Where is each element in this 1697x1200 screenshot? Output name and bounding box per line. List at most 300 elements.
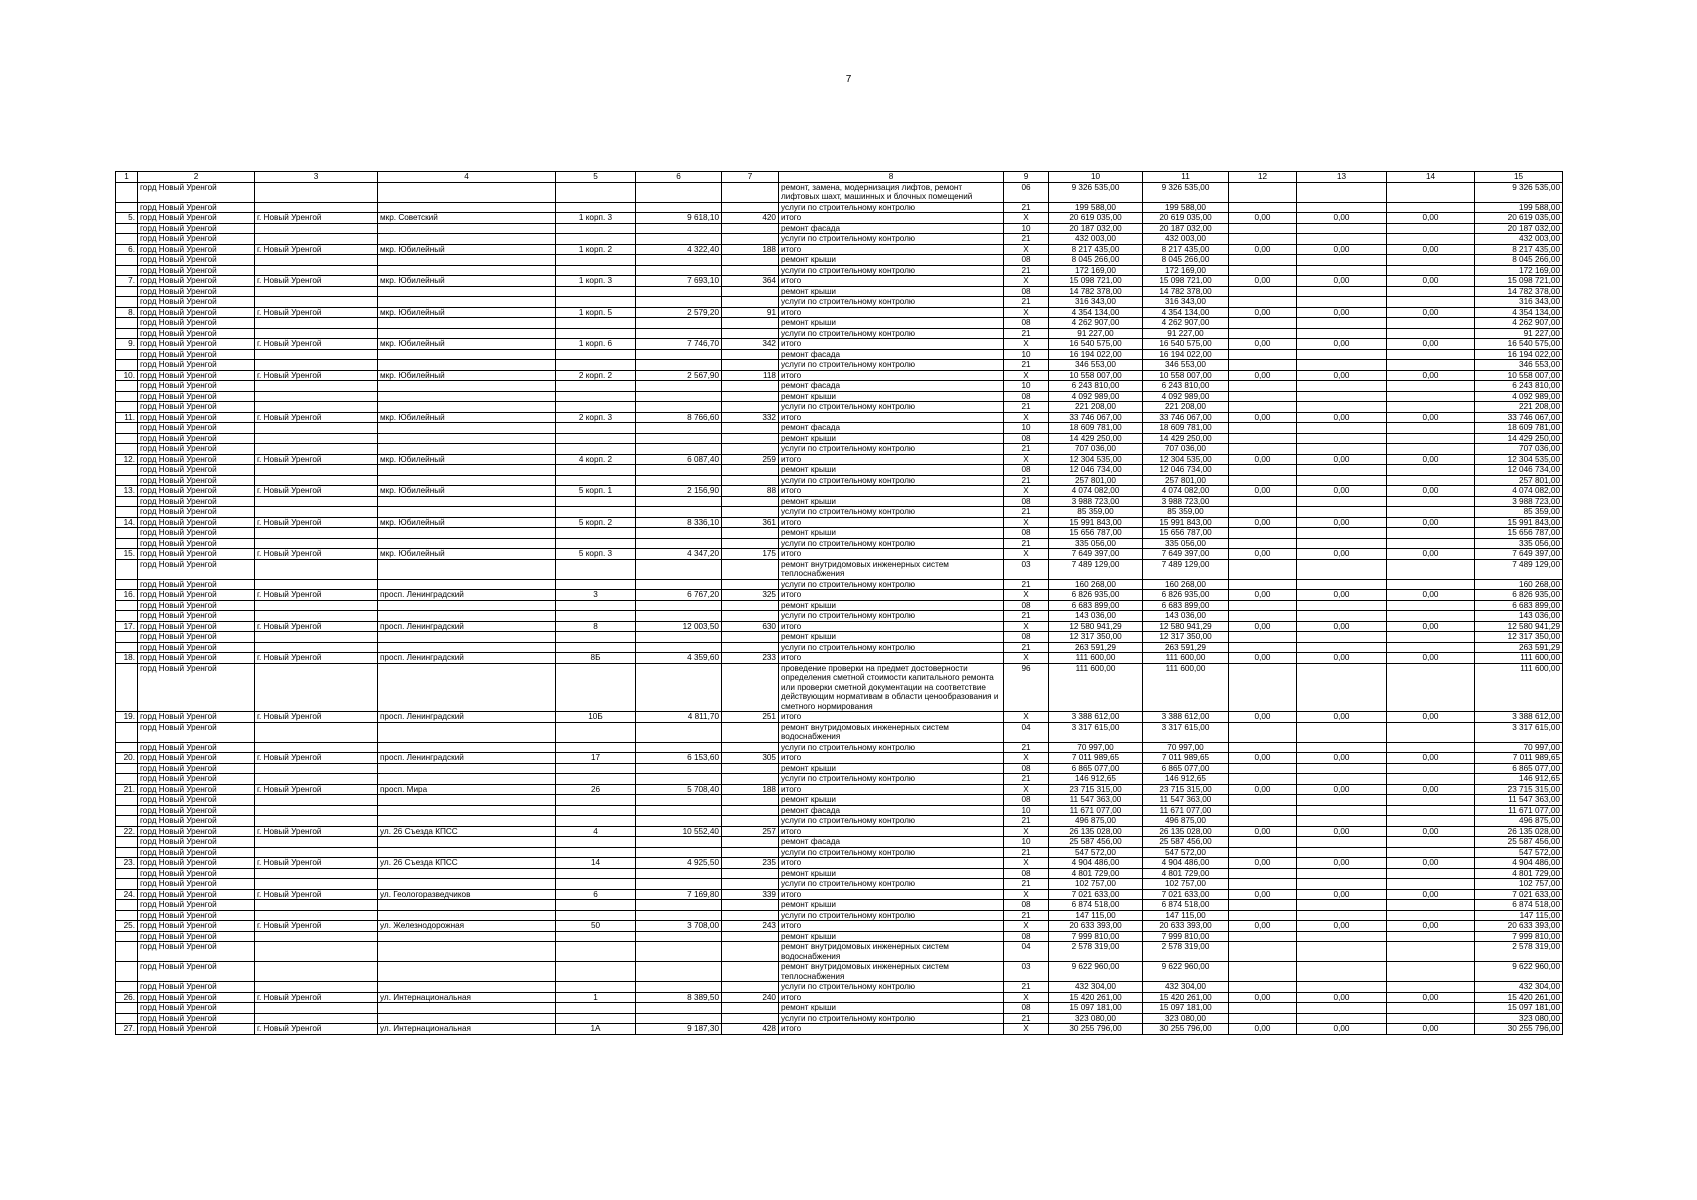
fund-cost-cell: 335 056,00 [1143, 538, 1229, 549]
municipality-cell: горд Новый Уренгой [138, 202, 255, 213]
budget-mo-cell [1297, 931, 1387, 942]
work-type-cell: итого [779, 921, 1004, 932]
settlement-cell: г. Новый Уренгой [255, 1024, 378, 1035]
municipality-cell: горд Новый Уренгой [138, 433, 255, 444]
work-type-cell: услуги по строительному контролю [779, 265, 1004, 276]
work-code-cell: 21 [1004, 265, 1049, 276]
budget-ao-cell [1229, 318, 1297, 329]
table-row [116, 742, 1563, 753]
budget-mo-cell [1297, 465, 1387, 476]
total-cost-cell: 18 609 781,00 [1049, 423, 1143, 434]
municipality-cell: горд Новый Уренгой [138, 444, 255, 455]
budget-mo-cell: 0,00 [1297, 858, 1387, 869]
residents-cell: 428 [722, 1024, 779, 1035]
work-code-cell: 21 [1004, 742, 1049, 753]
total-cost-cell: 14 429 250,00 [1049, 433, 1143, 444]
house-number-cell: 2 корп. 3 [556, 412, 636, 423]
owners-funds-cell [1387, 942, 1475, 962]
street-cell [378, 234, 556, 245]
municipality-cell: горд Новый Уренгой [138, 286, 255, 297]
fund-cost-cell: 15 097 181,00 [1143, 1003, 1229, 1014]
settlement-cell: г. Новый Уренгой [255, 244, 378, 255]
sum-cell: 199 588,00 [1475, 202, 1563, 213]
table-row [116, 722, 1563, 742]
work-type-cell: услуги по строительному контролю [779, 328, 1004, 339]
budget-mo-cell: 0,00 [1297, 712, 1387, 723]
municipality-cell: горд Новый Уренгой [138, 962, 255, 982]
work-type-cell: услуги по строительному контролю [779, 402, 1004, 413]
work-type-cell: услуги по строительному контролю [779, 847, 1004, 858]
municipality-cell: горд Новый Уренгой [138, 307, 255, 318]
owners-funds-cell [1387, 722, 1475, 742]
budget-ao-cell [1229, 868, 1297, 879]
work-type-cell: итого [779, 339, 1004, 350]
municipality-cell: горд Новый Уренгой [138, 318, 255, 329]
total-cost-cell: 6 865 077,00 [1049, 763, 1143, 774]
owners-funds-cell: 0,00 [1387, 213, 1475, 224]
budget-ao-cell [1229, 1003, 1297, 1014]
settlement-cell [255, 722, 378, 742]
owners-funds-cell [1387, 402, 1475, 413]
settlement-cell [255, 559, 378, 579]
row-number-cell: 20. [116, 753, 138, 764]
work-type-cell: ремонт фасада [779, 223, 1004, 234]
work-code-cell: 10 [1004, 349, 1049, 360]
fund-cost-cell: 20 619 035,00 [1143, 213, 1229, 224]
budget-ao-cell: 0,00 [1229, 213, 1297, 224]
house-number-cell: 5 корп. 3 [556, 549, 636, 560]
budget-mo-cell [1297, 349, 1387, 360]
budget-mo-cell: 0,00 [1297, 921, 1387, 932]
total-cost-cell: 6 874 518,00 [1049, 900, 1143, 911]
street-cell [378, 805, 556, 816]
fund-cost-cell: 25 587 456,00 [1143, 837, 1229, 848]
fund-cost-cell: 6 683 899,00 [1143, 600, 1229, 611]
house-number-cell [556, 632, 636, 643]
municipality-cell: горд Новый Уренгой [138, 454, 255, 465]
municipality-cell: горд Новый Уренгой [138, 465, 255, 476]
street-cell [378, 391, 556, 402]
area-cell [636, 816, 722, 827]
budget-mo-cell [1297, 663, 1387, 712]
work-type-cell: ремонт крыши [779, 632, 1004, 643]
street-cell [378, 632, 556, 643]
total-cost-cell: 10 558 007,00 [1049, 370, 1143, 381]
municipality-cell: горд Новый Уренгой [138, 402, 255, 413]
budget-ao-cell: 0,00 [1229, 486, 1297, 497]
house-number-cell [556, 868, 636, 879]
municipality-cell: горд Новый Уренгой [138, 722, 255, 742]
budget-mo-cell: 0,00 [1297, 370, 1387, 381]
row-number-cell [116, 763, 138, 774]
residents-cell: 325 [722, 590, 779, 601]
budget-ao-cell: 0,00 [1229, 784, 1297, 795]
area-cell [636, 942, 722, 962]
fund-cost-cell: 547 572,00 [1143, 847, 1229, 858]
total-cost-cell: 316 343,00 [1049, 297, 1143, 308]
work-code-cell: 10 [1004, 423, 1049, 434]
street-cell: ул. Железнодорожная [378, 921, 556, 932]
house-number-cell: 1 корп. 3 [556, 213, 636, 224]
budget-mo-cell [1297, 632, 1387, 643]
sum-cell: 111 600,00 [1475, 653, 1563, 664]
settlement-cell [255, 391, 378, 402]
table-row [116, 276, 1563, 287]
total-cost-cell: 221 208,00 [1049, 402, 1143, 413]
street-cell [378, 1013, 556, 1024]
header-cell: 13 [1297, 172, 1387, 183]
sum-cell: 6 865 077,00 [1475, 763, 1563, 774]
sum-cell: 20 187 032,00 [1475, 223, 1563, 234]
house-number-cell [556, 423, 636, 434]
fund-cost-cell: 23 715 315,00 [1143, 784, 1229, 795]
work-type-cell: итого [779, 992, 1004, 1003]
row-number-cell [116, 538, 138, 549]
residents-cell [722, 360, 779, 371]
residents-cell: 257 [722, 826, 779, 837]
area-cell: 7 693,10 [636, 276, 722, 287]
area-cell: 4 322,40 [636, 244, 722, 255]
total-cost-cell: 7 021 633,00 [1049, 889, 1143, 900]
house-number-cell [556, 795, 636, 806]
work-code-cell: 04 [1004, 942, 1049, 962]
budget-ao-cell [1229, 774, 1297, 785]
house-number-cell: 1 корп. 5 [556, 307, 636, 318]
budget-mo-cell [1297, 223, 1387, 234]
table-row [116, 931, 1563, 942]
work-type-cell: итого [779, 486, 1004, 497]
settlement-cell [255, 381, 378, 392]
work-code-cell: 08 [1004, 600, 1049, 611]
table-row [116, 632, 1563, 643]
area-cell: 8 389,50 [636, 992, 722, 1003]
area-cell: 2 579,20 [636, 307, 722, 318]
house-number-cell [556, 642, 636, 653]
work-code-cell: 08 [1004, 528, 1049, 539]
area-cell: 7 169,80 [636, 889, 722, 900]
row-number-cell [116, 774, 138, 785]
residents-cell: 243 [722, 921, 779, 932]
header-cell: 14 [1387, 172, 1475, 183]
total-cost-cell: 3 317 615,00 [1049, 722, 1143, 742]
budget-ao-cell: 0,00 [1229, 454, 1297, 465]
work-code-cell: 08 [1004, 465, 1049, 476]
budget-mo-cell [1297, 900, 1387, 911]
municipality-cell: горд Новый Уренгой [138, 276, 255, 287]
total-cost-cell: 30 255 796,00 [1049, 1024, 1143, 1035]
total-cost-cell: 199 588,00 [1049, 202, 1143, 213]
budget-mo-cell [1297, 847, 1387, 858]
table-row [116, 753, 1563, 764]
page-number: 7 [845, 74, 852, 85]
table-row [116, 507, 1563, 518]
table-row [116, 349, 1563, 360]
sum-cell: 15 991 843,00 [1475, 517, 1563, 528]
table-body [116, 172, 1563, 1035]
total-cost-cell: 432 304,00 [1049, 982, 1143, 993]
area-cell: 2 567,90 [636, 370, 722, 381]
owners-funds-cell [1387, 349, 1475, 360]
total-cost-cell: 496 875,00 [1049, 816, 1143, 827]
street-cell [378, 910, 556, 921]
row-number-cell [116, 805, 138, 816]
residents-cell [722, 433, 779, 444]
residents-cell [722, 942, 779, 962]
work-code-cell: 08 [1004, 868, 1049, 879]
residents-cell [722, 202, 779, 213]
table-row [116, 433, 1563, 444]
budget-mo-cell [1297, 600, 1387, 611]
budget-mo-cell [1297, 328, 1387, 339]
row-number-cell [116, 559, 138, 579]
area-cell [636, 847, 722, 858]
residents-cell: 332 [722, 412, 779, 423]
house-number-cell [556, 265, 636, 276]
settlement-cell: г. Новый Уренгой [255, 213, 378, 224]
budget-mo-cell [1297, 182, 1387, 202]
work-type-cell: итого [779, 826, 1004, 837]
residents-cell [722, 868, 779, 879]
work-type-cell: итого [779, 858, 1004, 869]
work-code-cell: Х [1004, 712, 1049, 723]
house-number-cell: 1А [556, 1024, 636, 1035]
owners-funds-cell: 0,00 [1387, 307, 1475, 318]
municipality-cell: горд Новый Уренгой [138, 234, 255, 245]
house-number-cell [556, 402, 636, 413]
residents-cell [722, 507, 779, 518]
work-code-cell: 10 [1004, 381, 1049, 392]
residents-cell: 364 [722, 276, 779, 287]
work-code-cell: 08 [1004, 931, 1049, 942]
settlement-cell [255, 349, 378, 360]
row-number-cell [116, 381, 138, 392]
settlement-cell [255, 423, 378, 434]
owners-funds-cell [1387, 579, 1475, 590]
residents-cell [722, 234, 779, 245]
area-cell: 4 359,60 [636, 653, 722, 664]
house-number-cell: 6 [556, 889, 636, 900]
row-number-cell [116, 1013, 138, 1024]
municipality-cell: горд Новый Уренгой [138, 642, 255, 653]
budget-mo-cell [1297, 805, 1387, 816]
fund-cost-cell: 12 580 941,29 [1143, 621, 1229, 632]
street-cell [378, 795, 556, 806]
sum-cell: 4 092 989,00 [1475, 391, 1563, 402]
settlement-cell: г. Новый Уренгой [255, 590, 378, 601]
row-number-cell [116, 847, 138, 858]
total-cost-cell: 11 547 363,00 [1049, 795, 1143, 806]
house-number-cell: 1 корп. 6 [556, 339, 636, 350]
row-number-cell [116, 962, 138, 982]
area-cell: 10 552,40 [636, 826, 722, 837]
total-cost-cell: 14 782 378,00 [1049, 286, 1143, 297]
budget-ao-cell [1229, 286, 1297, 297]
row-number-cell [116, 286, 138, 297]
house-number-cell [556, 600, 636, 611]
area-cell [636, 360, 722, 371]
municipality-cell: горд Новый Уренгой [138, 921, 255, 932]
street-cell: мкр. Юбилейный [378, 454, 556, 465]
work-type-cell: проведение проверки на предмет достоверности определения сметной стоимости капитального ремонта или проверки сметной документации на соответствие действующим нормативам в области ценообразования и сметного нормирования [779, 663, 1004, 712]
municipality-cell: горд Новый Уренгой [138, 590, 255, 601]
work-code-cell: Х [1004, 370, 1049, 381]
settlement-cell [255, 847, 378, 858]
house-number-cell [556, 475, 636, 486]
sum-cell: 11 547 363,00 [1475, 795, 1563, 806]
header-cell: 8 [779, 172, 1004, 183]
total-cost-cell: 6 243 810,00 [1049, 381, 1143, 392]
total-cost-cell: 26 135 028,00 [1049, 826, 1143, 837]
area-cell: 9 187,30 [636, 1024, 722, 1035]
owners-funds-cell [1387, 423, 1475, 434]
street-cell [378, 349, 556, 360]
owners-funds-cell [1387, 265, 1475, 276]
budget-ao-cell [1229, 255, 1297, 266]
total-cost-cell: 4 262 907,00 [1049, 318, 1143, 329]
total-cost-cell: 12 046 734,00 [1049, 465, 1143, 476]
settlement-cell [255, 774, 378, 785]
sum-cell: 221 208,00 [1475, 402, 1563, 413]
street-cell: просп. Ленинградский [378, 621, 556, 632]
fund-cost-cell: 6 874 518,00 [1143, 900, 1229, 911]
table-row [116, 402, 1563, 413]
area-cell: 6 087,40 [636, 454, 722, 465]
work-code-cell: Х [1004, 590, 1049, 601]
settlement-cell [255, 433, 378, 444]
header-cell: 6 [636, 172, 722, 183]
budget-mo-cell [1297, 423, 1387, 434]
work-code-cell: 08 [1004, 433, 1049, 444]
street-cell [378, 600, 556, 611]
street-cell: ул. Геологоразведчиков [378, 889, 556, 900]
total-cost-cell: 111 600,00 [1049, 663, 1143, 712]
budget-mo-cell [1297, 444, 1387, 455]
area-cell [636, 663, 722, 712]
sum-cell: 496 875,00 [1475, 816, 1563, 827]
total-cost-cell: 7 011 989,65 [1049, 753, 1143, 764]
work-type-cell: итого [779, 370, 1004, 381]
work-type-cell: услуги по строительному контролю [779, 202, 1004, 213]
budget-mo-cell [1297, 318, 1387, 329]
budget-mo-cell [1297, 642, 1387, 653]
total-cost-cell: 2 578 319,00 [1049, 942, 1143, 962]
residents-cell: 235 [722, 858, 779, 869]
owners-funds-cell [1387, 774, 1475, 785]
residents-cell: 188 [722, 784, 779, 795]
fund-cost-cell: 3 388 612,00 [1143, 712, 1229, 723]
budget-ao-cell: 0,00 [1229, 276, 1297, 287]
total-cost-cell: 4 092 989,00 [1049, 391, 1143, 402]
owners-funds-cell [1387, 496, 1475, 507]
settlement-cell [255, 444, 378, 455]
sum-cell: 10 558 007,00 [1475, 370, 1563, 381]
owners-funds-cell [1387, 465, 1475, 476]
work-type-cell: ремонт крыши [779, 255, 1004, 266]
settlement-cell [255, 942, 378, 962]
street-cell [378, 982, 556, 993]
total-cost-cell: 25 587 456,00 [1049, 837, 1143, 848]
fund-cost-cell: 496 875,00 [1143, 816, 1229, 827]
house-number-cell [556, 286, 636, 297]
table-row [116, 1003, 1563, 1014]
table-row [116, 182, 1563, 202]
area-cell: 8 766,60 [636, 412, 722, 423]
house-number-cell [556, 579, 636, 590]
settlement-cell [255, 879, 378, 890]
table-row [116, 1013, 1563, 1024]
work-type-cell: ремонт крыши [779, 391, 1004, 402]
residents-cell [722, 297, 779, 308]
owners-funds-cell: 0,00 [1387, 1024, 1475, 1035]
sum-cell: 257 801,00 [1475, 475, 1563, 486]
owners-funds-cell [1387, 255, 1475, 266]
area-cell: 7 746,70 [636, 339, 722, 350]
municipality-cell: горд Новый Уренгой [138, 774, 255, 785]
owners-funds-cell [1387, 795, 1475, 806]
budget-mo-cell: 0,00 [1297, 826, 1387, 837]
area-cell [636, 837, 722, 848]
settlement-cell [255, 234, 378, 245]
row-number-cell: 27. [116, 1024, 138, 1035]
municipality-cell: горд Новый Уренгой [138, 653, 255, 664]
street-cell [378, 868, 556, 879]
work-code-cell: 21 [1004, 360, 1049, 371]
settlement-cell: г. Новый Уренгой [255, 517, 378, 528]
house-number-cell [556, 182, 636, 202]
fund-cost-cell: 147 115,00 [1143, 910, 1229, 921]
sum-cell: 16 540 575,00 [1475, 339, 1563, 350]
street-cell: просп. Ленинградский [378, 712, 556, 723]
house-number-cell [556, 611, 636, 622]
work-code-cell: Х [1004, 653, 1049, 664]
fund-cost-cell: 12 046 734,00 [1143, 465, 1229, 476]
owners-funds-cell: 0,00 [1387, 653, 1475, 664]
street-cell [378, 579, 556, 590]
table-row [116, 213, 1563, 224]
sum-cell: 12 317 350,00 [1475, 632, 1563, 643]
house-number-cell [556, 465, 636, 476]
budget-ao-cell: 0,00 [1229, 244, 1297, 255]
house-number-cell [556, 528, 636, 539]
settlement-cell [255, 642, 378, 653]
fund-cost-cell: 16 540 575,00 [1143, 339, 1229, 350]
area-cell [636, 805, 722, 816]
residents-cell: 188 [722, 244, 779, 255]
settlement-cell [255, 528, 378, 539]
total-cost-cell: 20 187 032,00 [1049, 223, 1143, 234]
work-type-cell: услуги по строительному контролю [779, 910, 1004, 921]
municipality-cell: горд Новый Уренгой [138, 381, 255, 392]
sum-cell: 85 359,00 [1475, 507, 1563, 518]
residents-cell [722, 910, 779, 921]
municipality-cell: горд Новый Уренгой [138, 1024, 255, 1035]
house-number-cell [556, 962, 636, 982]
house-number-cell [556, 763, 636, 774]
fund-cost-cell: 432 003,00 [1143, 234, 1229, 245]
sum-cell: 14 429 250,00 [1475, 433, 1563, 444]
area-cell [636, 182, 722, 202]
residents-cell [722, 931, 779, 942]
work-code-cell: Х [1004, 921, 1049, 932]
residents-cell: 305 [722, 753, 779, 764]
budget-ao-cell [1229, 579, 1297, 590]
street-cell [378, 507, 556, 518]
work-code-cell: 21 [1004, 202, 1049, 213]
area-cell [636, 507, 722, 518]
budget-ao-cell [1229, 423, 1297, 434]
fund-cost-cell: 102 757,00 [1143, 879, 1229, 890]
house-number-cell: 5 корп. 2 [556, 517, 636, 528]
